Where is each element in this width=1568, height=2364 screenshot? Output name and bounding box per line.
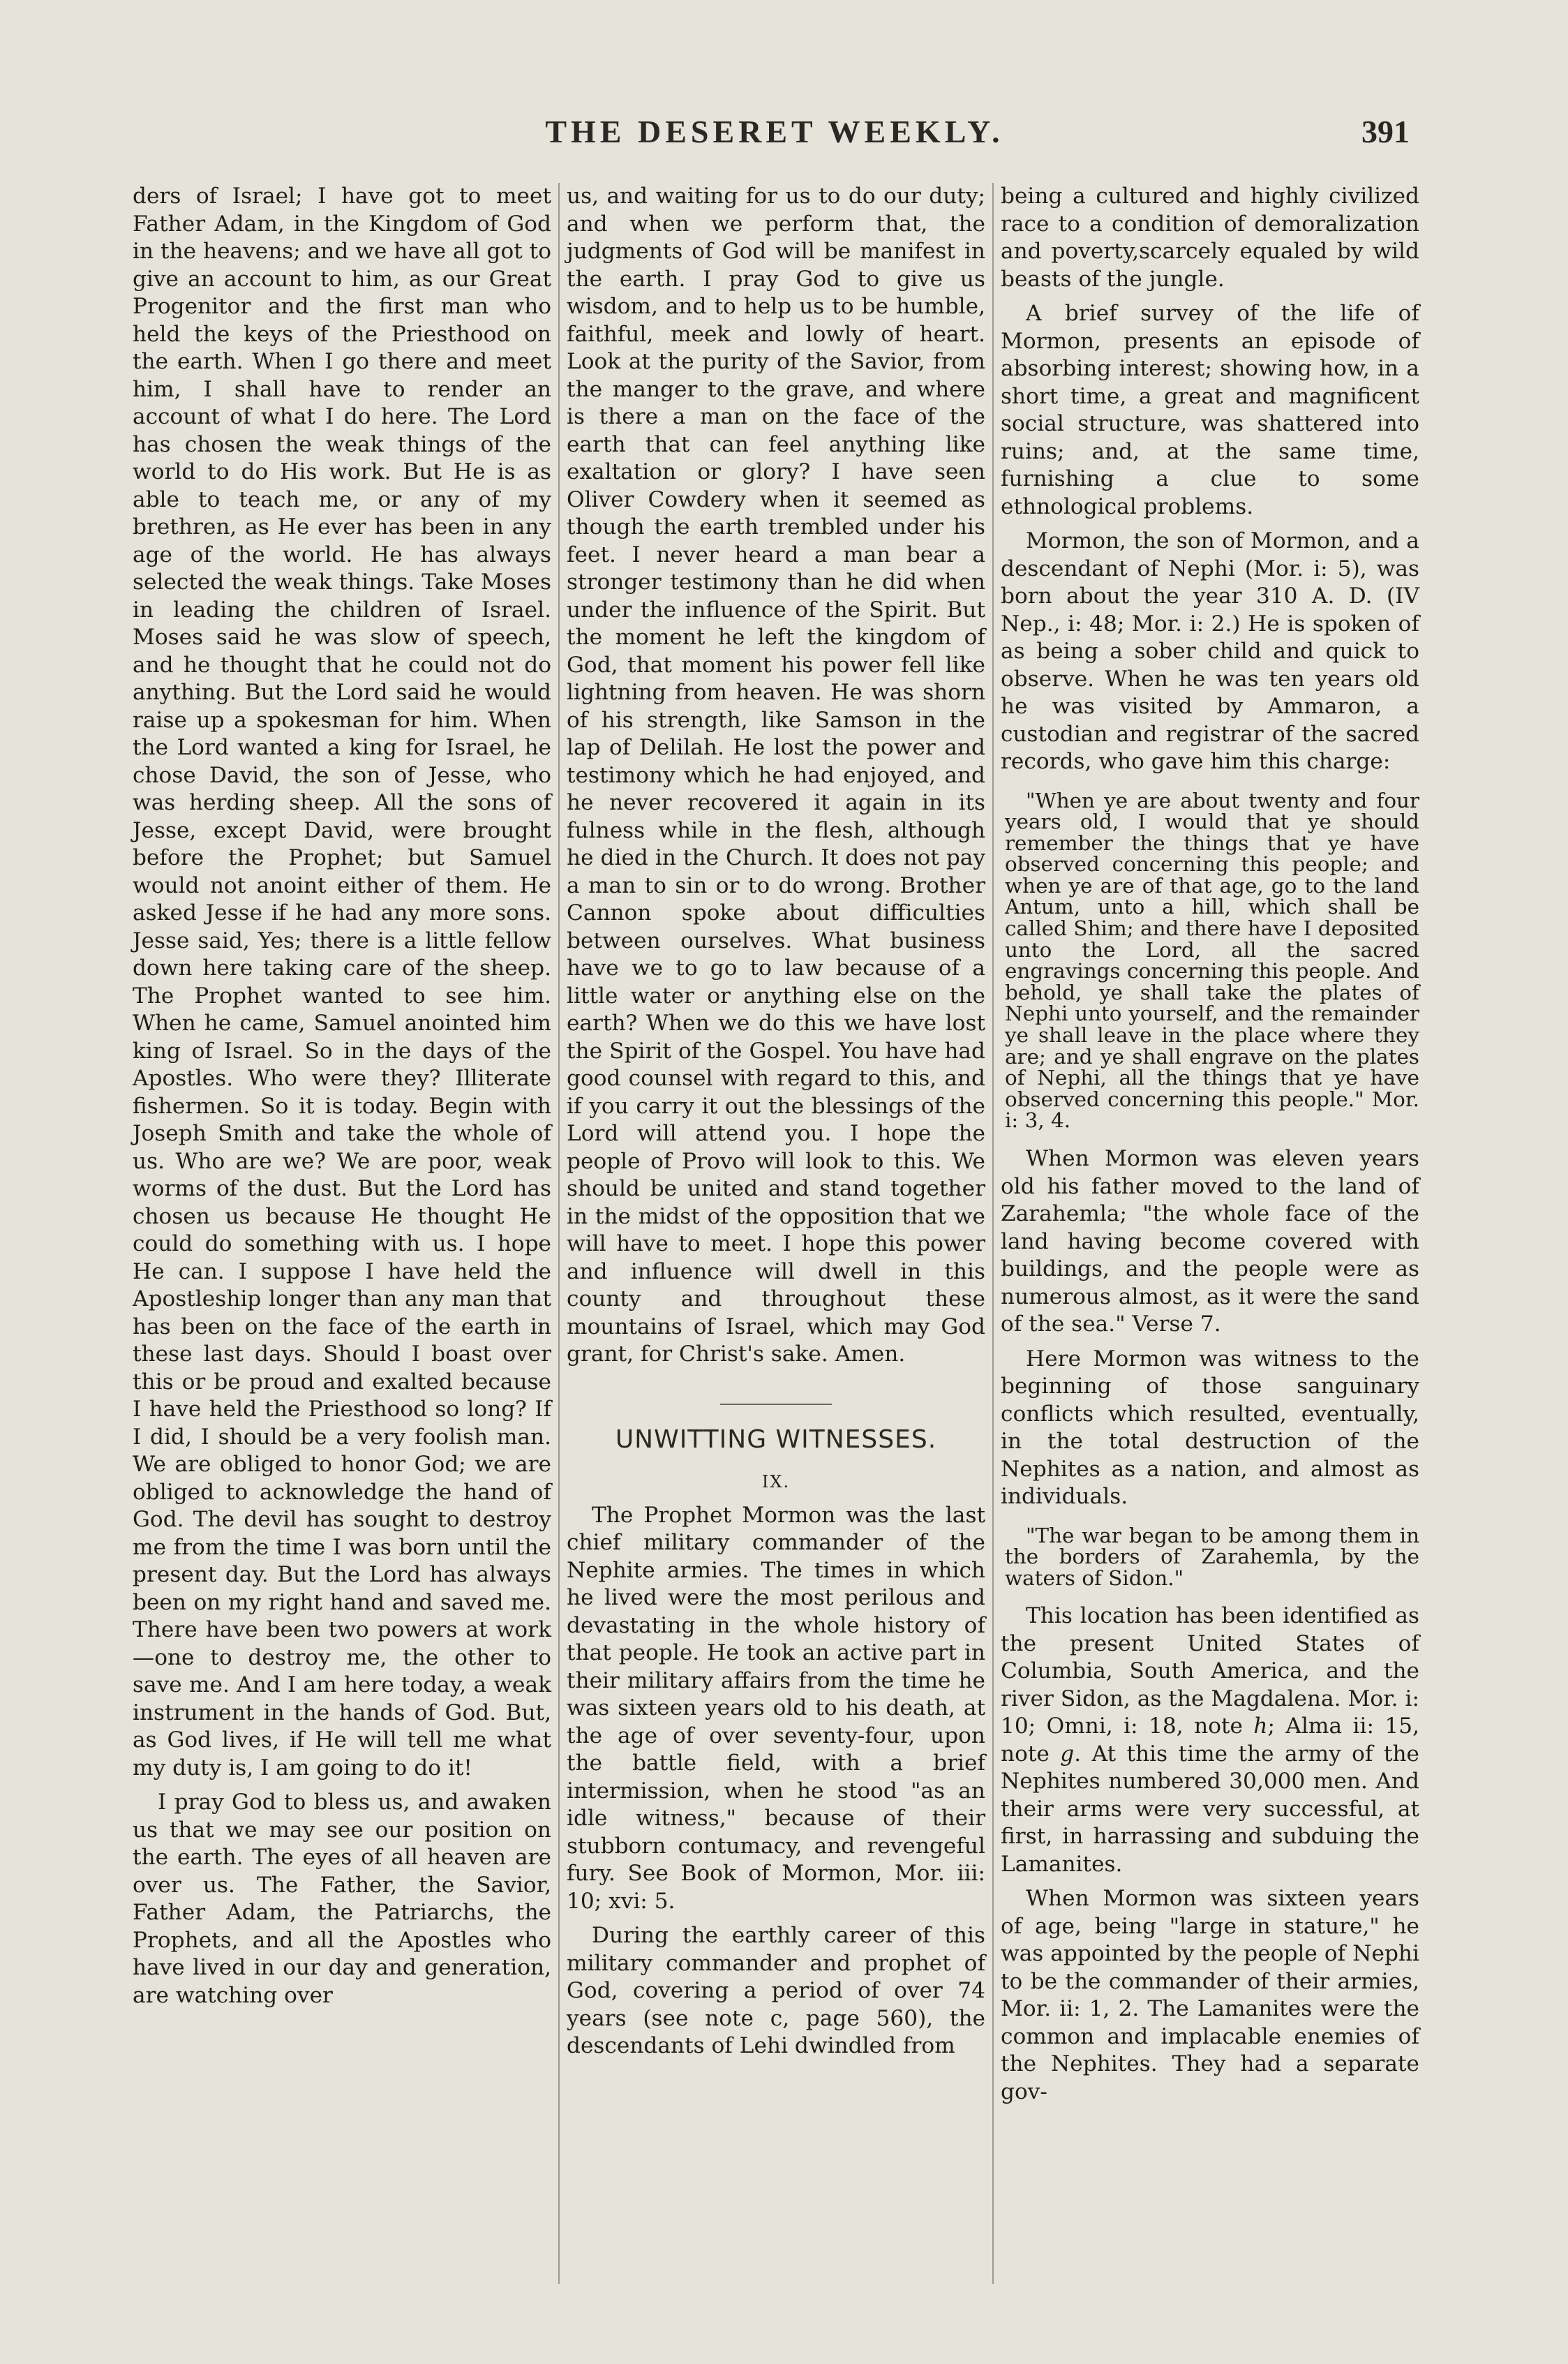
paragraph: us, and waiting for us to do our duty; and when we perform that, the judgments of God will be manifest in the earth. I pray God to give us wisdom, and to help us to be humble, faithful, meek and lowly of heart. Look at the purity of the Savior, from the manger to the grave, and where is there a man on the face of the earth that can feel anything like exaltation or glory? I have seen Oliver Cowdery when it seemed as though the earth trembled under his feet. I never heard a man bear a stronger testimony than he did when under the influence of the Spirit. But the moment he left the kingdom of God, that moment his power fell like lightning from heaven. He was shorn of his strength, like Samson in the lap of Delilah. He lost the power and testimony which he had enjoyed, and he never recovered it again in its fulness while in the flesh, although he died in the Church. It does not pay a man to sin or to do wrong. Brother Cannon spoke about difficulties between ourselves. What business have we to go to law because of a little water or anything else on the earth? When we do this we have lost the Spirit of the Gospel. You have had good counsel with regard to this, and if you carry it out the blessings of the Lord will attend you. I hope the people of Provo will look to this. We should be united and stand together in the midst of the opposition that we will have to meet. I hope this power and influence will dwell in this county and throughout these mountains of Israel, which may God grant, for Christ's sake. Amen. xyxy=(567,184,985,1367)
paragraph xyxy=(1001,1603,1419,1878)
paragraph-text: This location has been identified as the present United States of Columbia, South America, and the river Sidon, as the Magdalena. Mor. i: 10; Omni, i: 18, note xyxy=(1001,1603,1419,1739)
page-header xyxy=(140,105,1410,161)
paragraph: When Mormon was sixteen years of age, being "large in stature," he was appointed by the people of Nephi to be the commander of their armies, Mor. ii: 1, 2. The Lamanites were the common and implacable enemies of the Nephites. They had a separate gov- xyxy=(1001,1886,1419,2104)
paragraph: ders of Israel; I have got to meet Father Adam, in the Kingdom of God in the heavens; and we have all got to give an account to him, as our Great Progenitor and the first man who held the keys of the Priesthood on the earth. When I go there and meet him, I shall have to render an account of what I do here. The Lord has chosen the weak things of the world to do His work. But He is as able to teach me, or any of my brethren, as He ever has been in any age of the world. He has always selected the weak things. Take Moses in leading the children of Israel. Moses said he was slow of speech, and he thought that he could not do anything. But the Lord said he would raise up a spokesman for him. When the Lord wanted a king for Israel, he chose David, the son of Jesse, who was herding sheep. All the sons of Jesse, except David, were brought before the Prophet; but Samuel would not anoint either of them. He asked Jesse if he had any more sons. Jesse said, Yes; there is a little fellow down here taking care of the sheep. The Prophet wanted to see him. When he came, Samuel anointed him king of Israel. So in the days of the Apostles. Who were they? Illiterate fishermen. So it is today. Begin with Joseph Smith and take the whole of us. Who are we? We are poor, weak worms of the dust. But the Lord has chosen us because He thought He could do something with us. I hope He can. I suppose I have held the Apostleship longer than any man that has been on the face of the earth in these last days. Should I boast over this or be proud and exalted because I have held the Priesthood so long? If I did, I should be a very foolish man. We are obliged to honor God; we are obliged to acknowledge the hand of God. The devil has sought to destroy me from the time I was born until the present day. But the Lord has always been on my right hand and saved me. There have been two powers at work—one to destroy me, the other to save me. And I am here today, a weak instrument in the hands of God. But, as God lives, if He will tell me what my duty is, I am going to do it! xyxy=(133,184,551,1781)
column-divider xyxy=(558,183,560,2284)
article-number: IX. xyxy=(761,1472,791,1492)
paragraph: The Prophet Mormon was the last chief military commander of the Nephite armies. The times in which he lived were the most perilous and devastating in the whole history of that people. He took an active part in their military affairs from the time he was sixteen years old to his death, at the age of over seventy-four, upon the battle field, with a brief intermission, when he stood "as an idle witness," because of their stubborn contumacy, and revengeful fury. See Book of Mormon, Mor. iii: 10; xvi: 5. xyxy=(567,1502,985,1914)
paragraph: A brief survey of the life of Mormon, presents an episode of absorbing interest; showing how, in a short time, a great and magnificent social structure, was shattered into ruins; and, at the same time, furnishing a clue to some ethnological problems. xyxy=(1001,301,1419,519)
note-letter: h xyxy=(1253,1713,1268,1739)
paragraph: Here Mormon was witness to the beginning of those sanguinary conflicts which resulted, eventually, in the total destruction of the Nephites as a nation, and almost as individuals. xyxy=(1001,1346,1419,1509)
publication-title: THE DESERET WEEKLY. xyxy=(545,114,1004,149)
paragraph: When Mormon was eleven years old his father moved to the land of Zarahemla; "the whole face of the land having become covered with buildings, and the people were as numerous almost, as it were the sand of the sea." Verse 7. xyxy=(1001,1146,1419,1337)
block-quote: "The war began to be among them in the borders of Zarahemla, by the waters of Sidon." xyxy=(1005,1523,1419,1590)
paragraph: being a cultured and highly civilized race to a condition of demoralization and poverty,scarcely equaled by wild beasts of the jungle. xyxy=(1001,184,1419,292)
paragraph-text: ; Alma ii: 15, note xyxy=(1001,1713,1419,1767)
paragraph: Mormon, the son of Mormon, and a descendant of Nephi (Mor. i: 5), was born about the year 310 A. D. (IV Nep., i: 48; Mor. i: 2.) He is spoken of as being a sober child and quick to observe. When he was ten years old he was visited by Ammaron, a custodian and registrar of the sacred records, who gave him this charge: xyxy=(1001,528,1419,774)
column-divider xyxy=(992,183,994,2284)
block-quote: "When ye are about twenty and four years old, I would that ye should remember the things that ye have observed concerning this people; and when ye are of that age, go to the land Antum, unto a hill, which shall be called Shim; and there have I deposited unto the Lord, all the sacred engravings concerning this people. And behold, ye shall take the plates of Nephi unto yourself, and the remainder ye shall leave in the place where they are; and ye shall engrave on the plates of Nephi, all the things that ye have observed concerning this people." Mor. i: 3, 4. xyxy=(1005,788,1419,1133)
page-number: 391 xyxy=(1361,114,1410,149)
article-heading: UNWITTING WITNESSES. xyxy=(615,1425,937,1454)
column-2 xyxy=(567,183,985,2060)
note-letter: g xyxy=(1060,1741,1075,1767)
section-divider xyxy=(720,1404,832,1405)
paragraph-text: . At this time the army of the Nephites numbered 30,000 men. And their arms were very successful, at first, in harrassing and subduing the Lamanites. xyxy=(1001,1741,1419,1877)
column-1 xyxy=(133,183,551,2009)
paragraph: I pray God to bless us, and awaken us that we may see our position on the earth. The eyes of all heaven are over us. The Father, the Savior, Father Adam, the Patriarchs, the Prophets, and all the Apostles who have lived in our day and generation, are watching over xyxy=(133,1790,551,2008)
paragraph: During the earthly career of this military commander and prophet of God, covering a period of over 74 years (see note c, page 560), the descendants of Lehi dwindled from xyxy=(567,1923,985,2058)
column-3 xyxy=(1001,183,1419,2106)
